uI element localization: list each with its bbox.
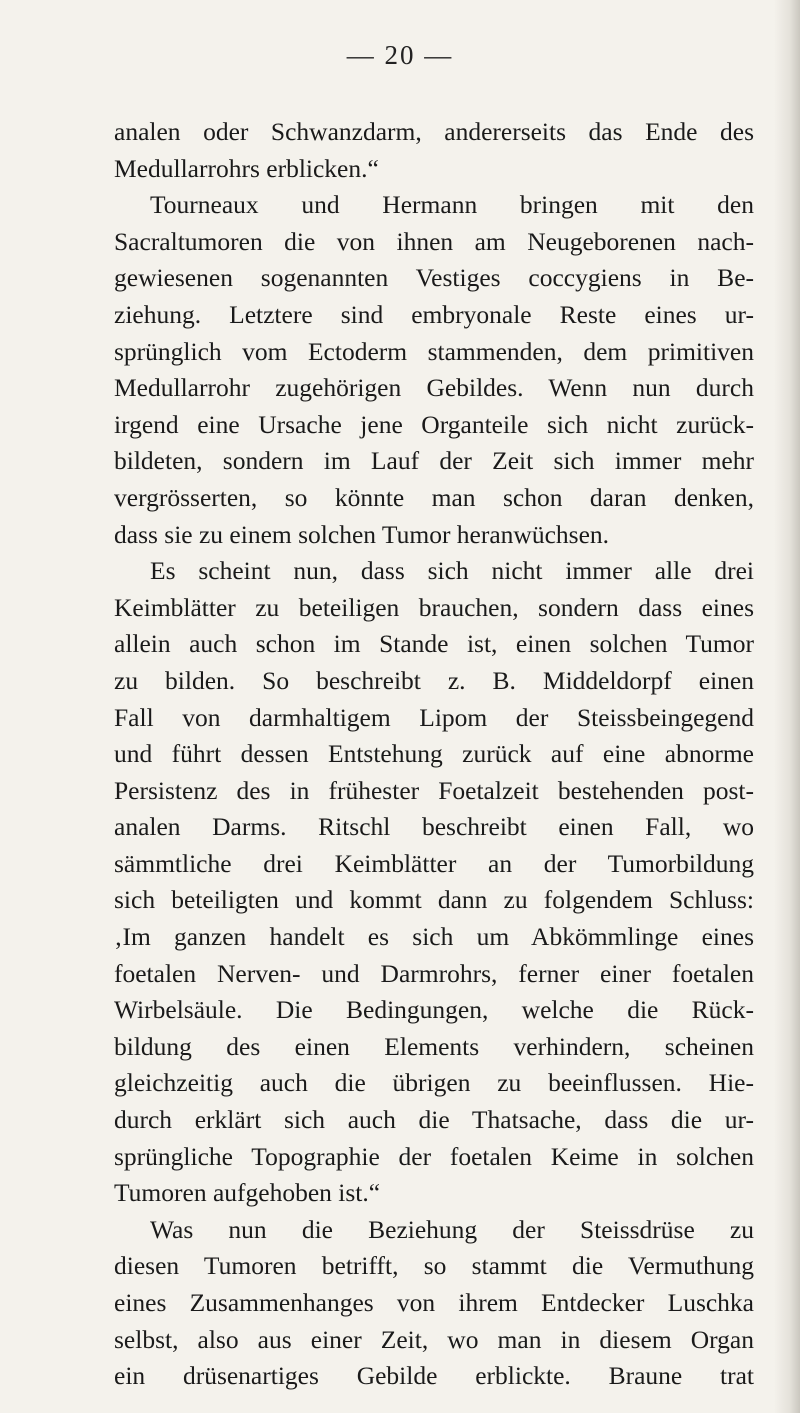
text-line: diesen Tumoren betrifft, so stammt die Vermuthung [114, 1251, 754, 1281]
text-line: vergrösserten, so könnte man schon daran denken, [114, 482, 754, 512]
text-line: sprüngliche Topographie der foetalen Keime in solchen [114, 1141, 754, 1171]
text-line: Keimblätter zu beteiligen brauchen, sondern dass eines [114, 592, 754, 622]
text-line: zu bilden. So beschreibt z. B. Middeldorpf einen [114, 665, 754, 695]
text-line: und führt dessen Entstehung zurück auf eine abnorme [114, 739, 754, 769]
text-line: Tourneaux und Hermann bringen mit den [150, 190, 754, 220]
body-text [114, 114, 754, 1395]
text-line: Medullarrohr zugehörigen Gebildes. Wenn nun durch [114, 373, 754, 403]
text-line: ein drüsenartiges Gebilde erblickte. Braune trat [114, 1361, 754, 1391]
page-edge-shadow [774, 0, 800, 1413]
text-line: Es scheint nun, dass sich nicht immer alle drei [150, 556, 754, 586]
text-line: bildung des einen Elements verhindern, scheinen [114, 1031, 754, 1061]
text-line: Persistenz des in frühester Foetalzeit bestehenden post- [114, 775, 754, 805]
text-line: sich beteiligten und kommt dann zu folgendem Schluss: [114, 885, 754, 915]
text-line: ‚Im ganzen handelt es sich um Abkömmlinge eines [114, 922, 754, 952]
text-line: Was nun die Beziehung der Steissdrüse zu [150, 1214, 754, 1244]
text-line: analen oder Schwanzdarm, andererseits das Ende des [114, 117, 754, 146]
text-line: bildeten, sondern im Lauf der Zeit sich immer mehr [114, 446, 754, 476]
text-line: gewiesenen sogenannten Vestiges coccygiens in Be- [114, 263, 754, 293]
text-line: Fall von darmhaltigem Lipom der Steissbeingegend [114, 702, 754, 732]
text-line: durch erklärt sich auch die Thatsache, dass die ur- [114, 1105, 754, 1135]
text-line: ziehung. Letztere sind embryonale Reste eines ur- [114, 299, 754, 329]
text-line: dass sie zu einem solchen Tumor heranwüchsen. [114, 519, 610, 549]
text-line: analen Darms. Ritschl beschreibt einen Fall, wo [114, 812, 754, 842]
text-line: sämmtliche drei Keimblätter an der Tumorbildung [114, 848, 754, 878]
text-line: selbst, also aus einer Zeit, wo man in diesem Organ [114, 1324, 754, 1354]
text-line: Wirbelsäule. Die Bedingungen, welche die Rück- [114, 995, 754, 1025]
text-line: sprünglich vom Ectoderm stammenden, dem primitiven [114, 336, 754, 366]
text-line: foetalen Nerven- und Darmrohrs, ferner einer foetalen [114, 958, 754, 988]
text-line: allein auch schon im Stande ist, einen solchen Tumor [114, 629, 754, 659]
text-line: irgend eine Ursache jene Organteile sich nicht zurück- [114, 409, 754, 439]
text-line: Medullarrohrs erblicken.“ [114, 153, 379, 183]
text-line: Tumoren aufgehoben ist.“ [114, 1178, 381, 1208]
text-line: gleichzeitig auch die übrigen zu beeinflussen. Hie- [114, 1068, 754, 1098]
page-number: — 20 — [346, 40, 454, 70]
text-line: eines Zusammenhanges von ihrem Entdecker Luschka [114, 1288, 754, 1317]
text-line: Sacraltumoren die von ihnen am Neugeborenen nach- [114, 226, 754, 256]
